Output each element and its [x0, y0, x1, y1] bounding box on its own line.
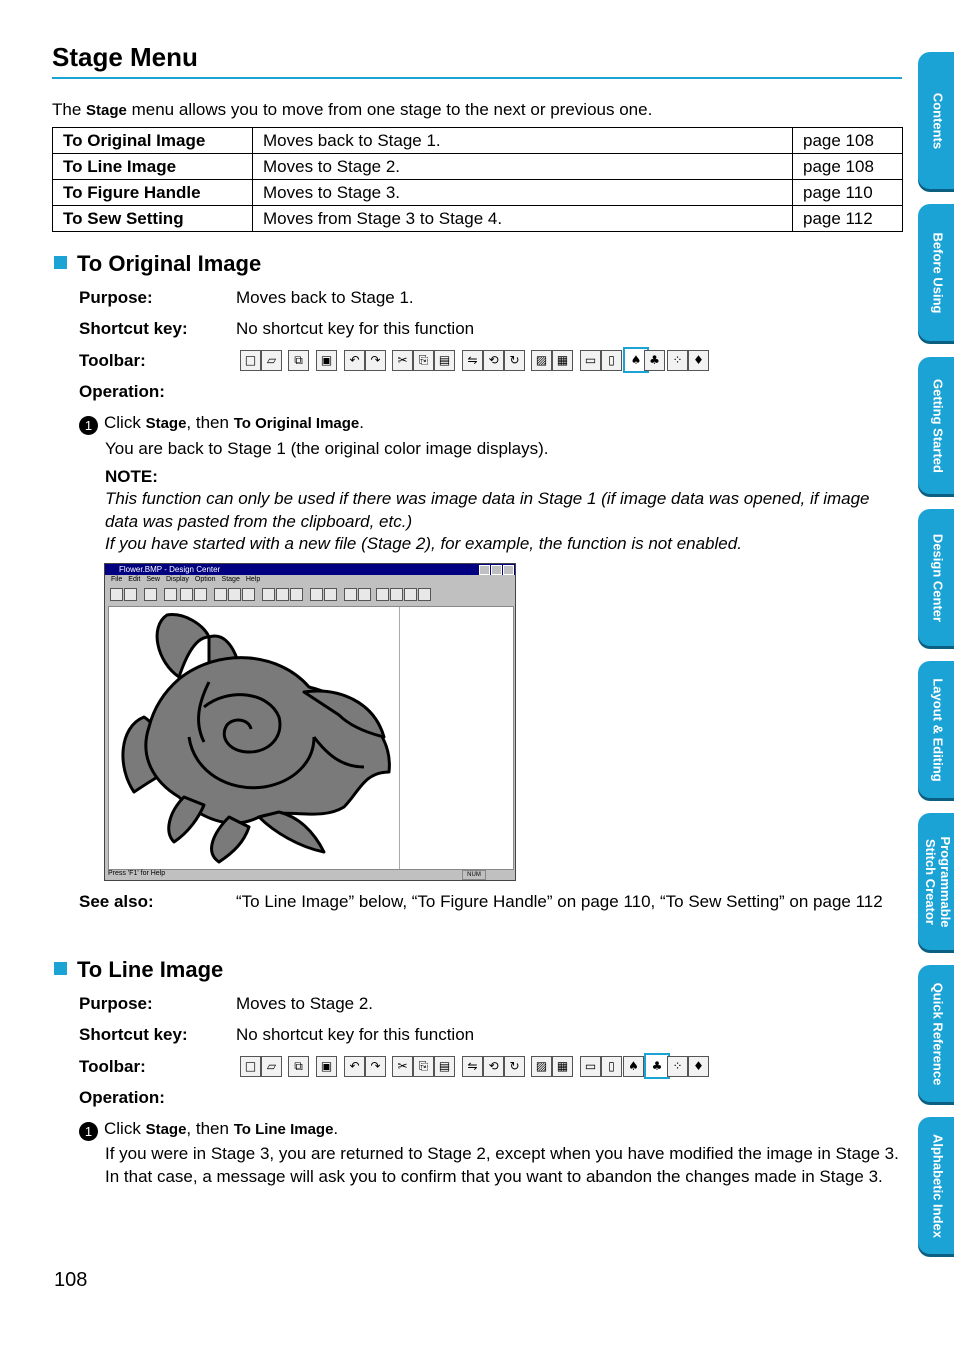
title-rule: [52, 77, 902, 79]
stage2-icon[interactable]: ♣: [644, 350, 665, 371]
status-bar-text: Press 'F1' for Help: [108, 870, 166, 877]
operation-label: Operation:: [79, 382, 165, 401]
window-toolbar: [108, 588, 512, 604]
page-title: Stage Menu: [52, 42, 198, 72]
maximize-icon: [491, 565, 502, 575]
paste-icon[interactable]: ▤: [434, 1056, 455, 1077]
redo-icon[interactable]: ↷: [365, 1056, 386, 1077]
square-bullet-icon: [54, 256, 67, 269]
step-1: 1 Click Stage, then To Line Image.: [79, 1119, 338, 1141]
note-heading: NOTE:: [105, 467, 158, 486]
stage2-icon[interactable]: ♣: [644, 1053, 670, 1079]
tab-design-center[interactable]: Design Center: [918, 509, 954, 646]
tab-getting-started[interactable]: Getting Started: [918, 357, 954, 494]
import-icon[interactable]: ⧉: [288, 1056, 309, 1077]
save-icon[interactable]: ▣: [316, 1056, 337, 1077]
preview-icon[interactable]: ▭: [580, 1056, 601, 1077]
shortcut-value: No shortcut key for this function: [236, 319, 475, 338]
table-row: To Original Image Moves back to Stage 1. page 108: [53, 128, 903, 154]
open-icon[interactable]: ▱: [261, 1056, 282, 1077]
step-result: If you were in Stage 3, you are returned to Stage 2, except when you have modified the image in Stage 3. In that case, a message will ask you to confirm that you want to abandon the changes made in Stage 3.: [105, 1144, 899, 1186]
undo-icon[interactable]: ↶: [344, 1056, 365, 1077]
rotate-icon[interactable]: ⟲: [483, 350, 504, 371]
purpose-label: Purpose:: [79, 288, 153, 307]
tab-layout-editing[interactable]: Layout & Editing: [918, 661, 954, 798]
redo-icon[interactable]: ↷: [365, 350, 386, 371]
shortcut-label: Shortcut key:: [79, 1025, 188, 1044]
rotate-icon[interactable]: ⟲: [483, 1056, 504, 1077]
toolbar-label: Toolbar:: [79, 1057, 146, 1076]
window-title-bar: Flower.BMP - Design Center: [105, 564, 515, 575]
view-icon[interactable]: ▯: [601, 350, 622, 371]
preview-icon[interactable]: ▭: [580, 350, 601, 371]
operation-label: Operation:: [79, 1088, 165, 1107]
table-row: To Sew Setting Moves from Stage 3 to Stage 4. page 112: [53, 206, 903, 232]
open-icon[interactable]: ▱: [261, 350, 282, 371]
hatch-icon[interactable]: ▨: [531, 1056, 552, 1077]
square-bullet-icon: [54, 962, 67, 975]
table-row: To Line Image Moves to Stage 2. page 108: [53, 154, 903, 180]
grid-icon[interactable]: ▦: [552, 350, 573, 371]
note-text-2: If you have started with a new file (Stage 2), for example, the function is not enabled.: [105, 534, 742, 553]
shortcut-value: No shortcut key for this function: [236, 1025, 475, 1044]
toolbar-label: Toolbar:: [79, 351, 146, 370]
note-text-1: This function can only be used if there was image data in Stage 1 (if image data was opened, if image data was pasted from the clipboard, etc.): [105, 489, 870, 531]
rotate-free-icon[interactable]: ↻: [504, 1056, 525, 1077]
stage4-icon[interactable]: ♦: [688, 1056, 709, 1077]
import-icon[interactable]: ⧉: [288, 350, 309, 371]
hatch-icon[interactable]: ▨: [531, 350, 552, 371]
shortcut-label: Shortcut key:: [79, 319, 188, 338]
stage1-icon[interactable]: ♠: [623, 1056, 644, 1077]
image-canvas: [108, 606, 514, 870]
stage1-icon[interactable]: ♠: [623, 347, 649, 373]
canvas-divider: [399, 607, 400, 869]
window-menu-bar: File Edit Sew Display Option Stage Help: [111, 576, 261, 583]
see-also-text: “To Line Image” below, “To Figure Handle” on page 110, “To Sew Setting” on page 112: [236, 892, 883, 911]
tab-alphabetic-index[interactable]: Alphabetic Index: [918, 1117, 954, 1254]
minimize-icon: [479, 565, 490, 575]
stage3-icon[interactable]: ⁘: [667, 1056, 688, 1077]
cut-icon[interactable]: ✂: [392, 1056, 413, 1077]
rose-image: [109, 607, 399, 869]
num-indicator: NUM: [462, 870, 486, 880]
cut-icon[interactable]: ✂: [392, 350, 413, 371]
tab-quick-reference[interactable]: Quick Reference: [918, 965, 954, 1102]
undo-icon[interactable]: ↶: [344, 350, 365, 371]
table-row: To Figure Handle Moves to Stage 3. page 110: [53, 180, 903, 206]
tab-contents[interactable]: Contents: [918, 52, 954, 189]
intro-text: The Stage menu allows you to move from one stage to the next or previous one.: [52, 100, 653, 119]
copy-icon[interactable]: ⎘: [413, 350, 434, 371]
stage3-icon[interactable]: ⁘: [667, 350, 688, 371]
tab-programmable-stitch-creator[interactable]: Programmable Stitch Creator: [918, 813, 954, 950]
mirror-icon[interactable]: ⇋: [462, 350, 483, 371]
design-center-screenshot: [104, 563, 516, 881]
new-icon[interactable]: □: [240, 350, 261, 371]
see-also-label: See also:: [79, 892, 154, 911]
stage-menu-table: [52, 127, 903, 232]
section-heading-line: To Line Image: [54, 957, 223, 983]
save-icon[interactable]: ▣: [316, 350, 337, 371]
purpose-value: Moves to Stage 2.: [236, 994, 374, 1013]
purpose-value: Moves back to Stage 1.: [236, 288, 414, 307]
purpose-label: Purpose:: [79, 994, 153, 1013]
close-icon: [503, 565, 514, 575]
tab-before-using[interactable]: Before Using: [918, 204, 954, 341]
step-1: 1 Click Stage, then To Original Image.: [79, 413, 364, 435]
mirror-icon[interactable]: ⇋: [462, 1056, 483, 1077]
paste-icon[interactable]: ▤: [434, 350, 455, 371]
page-number: 108: [54, 1269, 88, 1291]
new-icon[interactable]: □: [240, 1056, 261, 1077]
section-heading-original: To Original Image: [54, 251, 261, 277]
copy-icon[interactable]: ⎘: [413, 1056, 434, 1077]
grid-icon[interactable]: ▦: [552, 1056, 573, 1077]
rotate-free-icon[interactable]: ↻: [504, 350, 525, 371]
view-icon[interactable]: ▯: [601, 1056, 622, 1077]
stage4-icon[interactable]: ♦: [688, 350, 709, 371]
step-result: You are back to Stage 1 (the original color image displays).: [105, 439, 549, 458]
